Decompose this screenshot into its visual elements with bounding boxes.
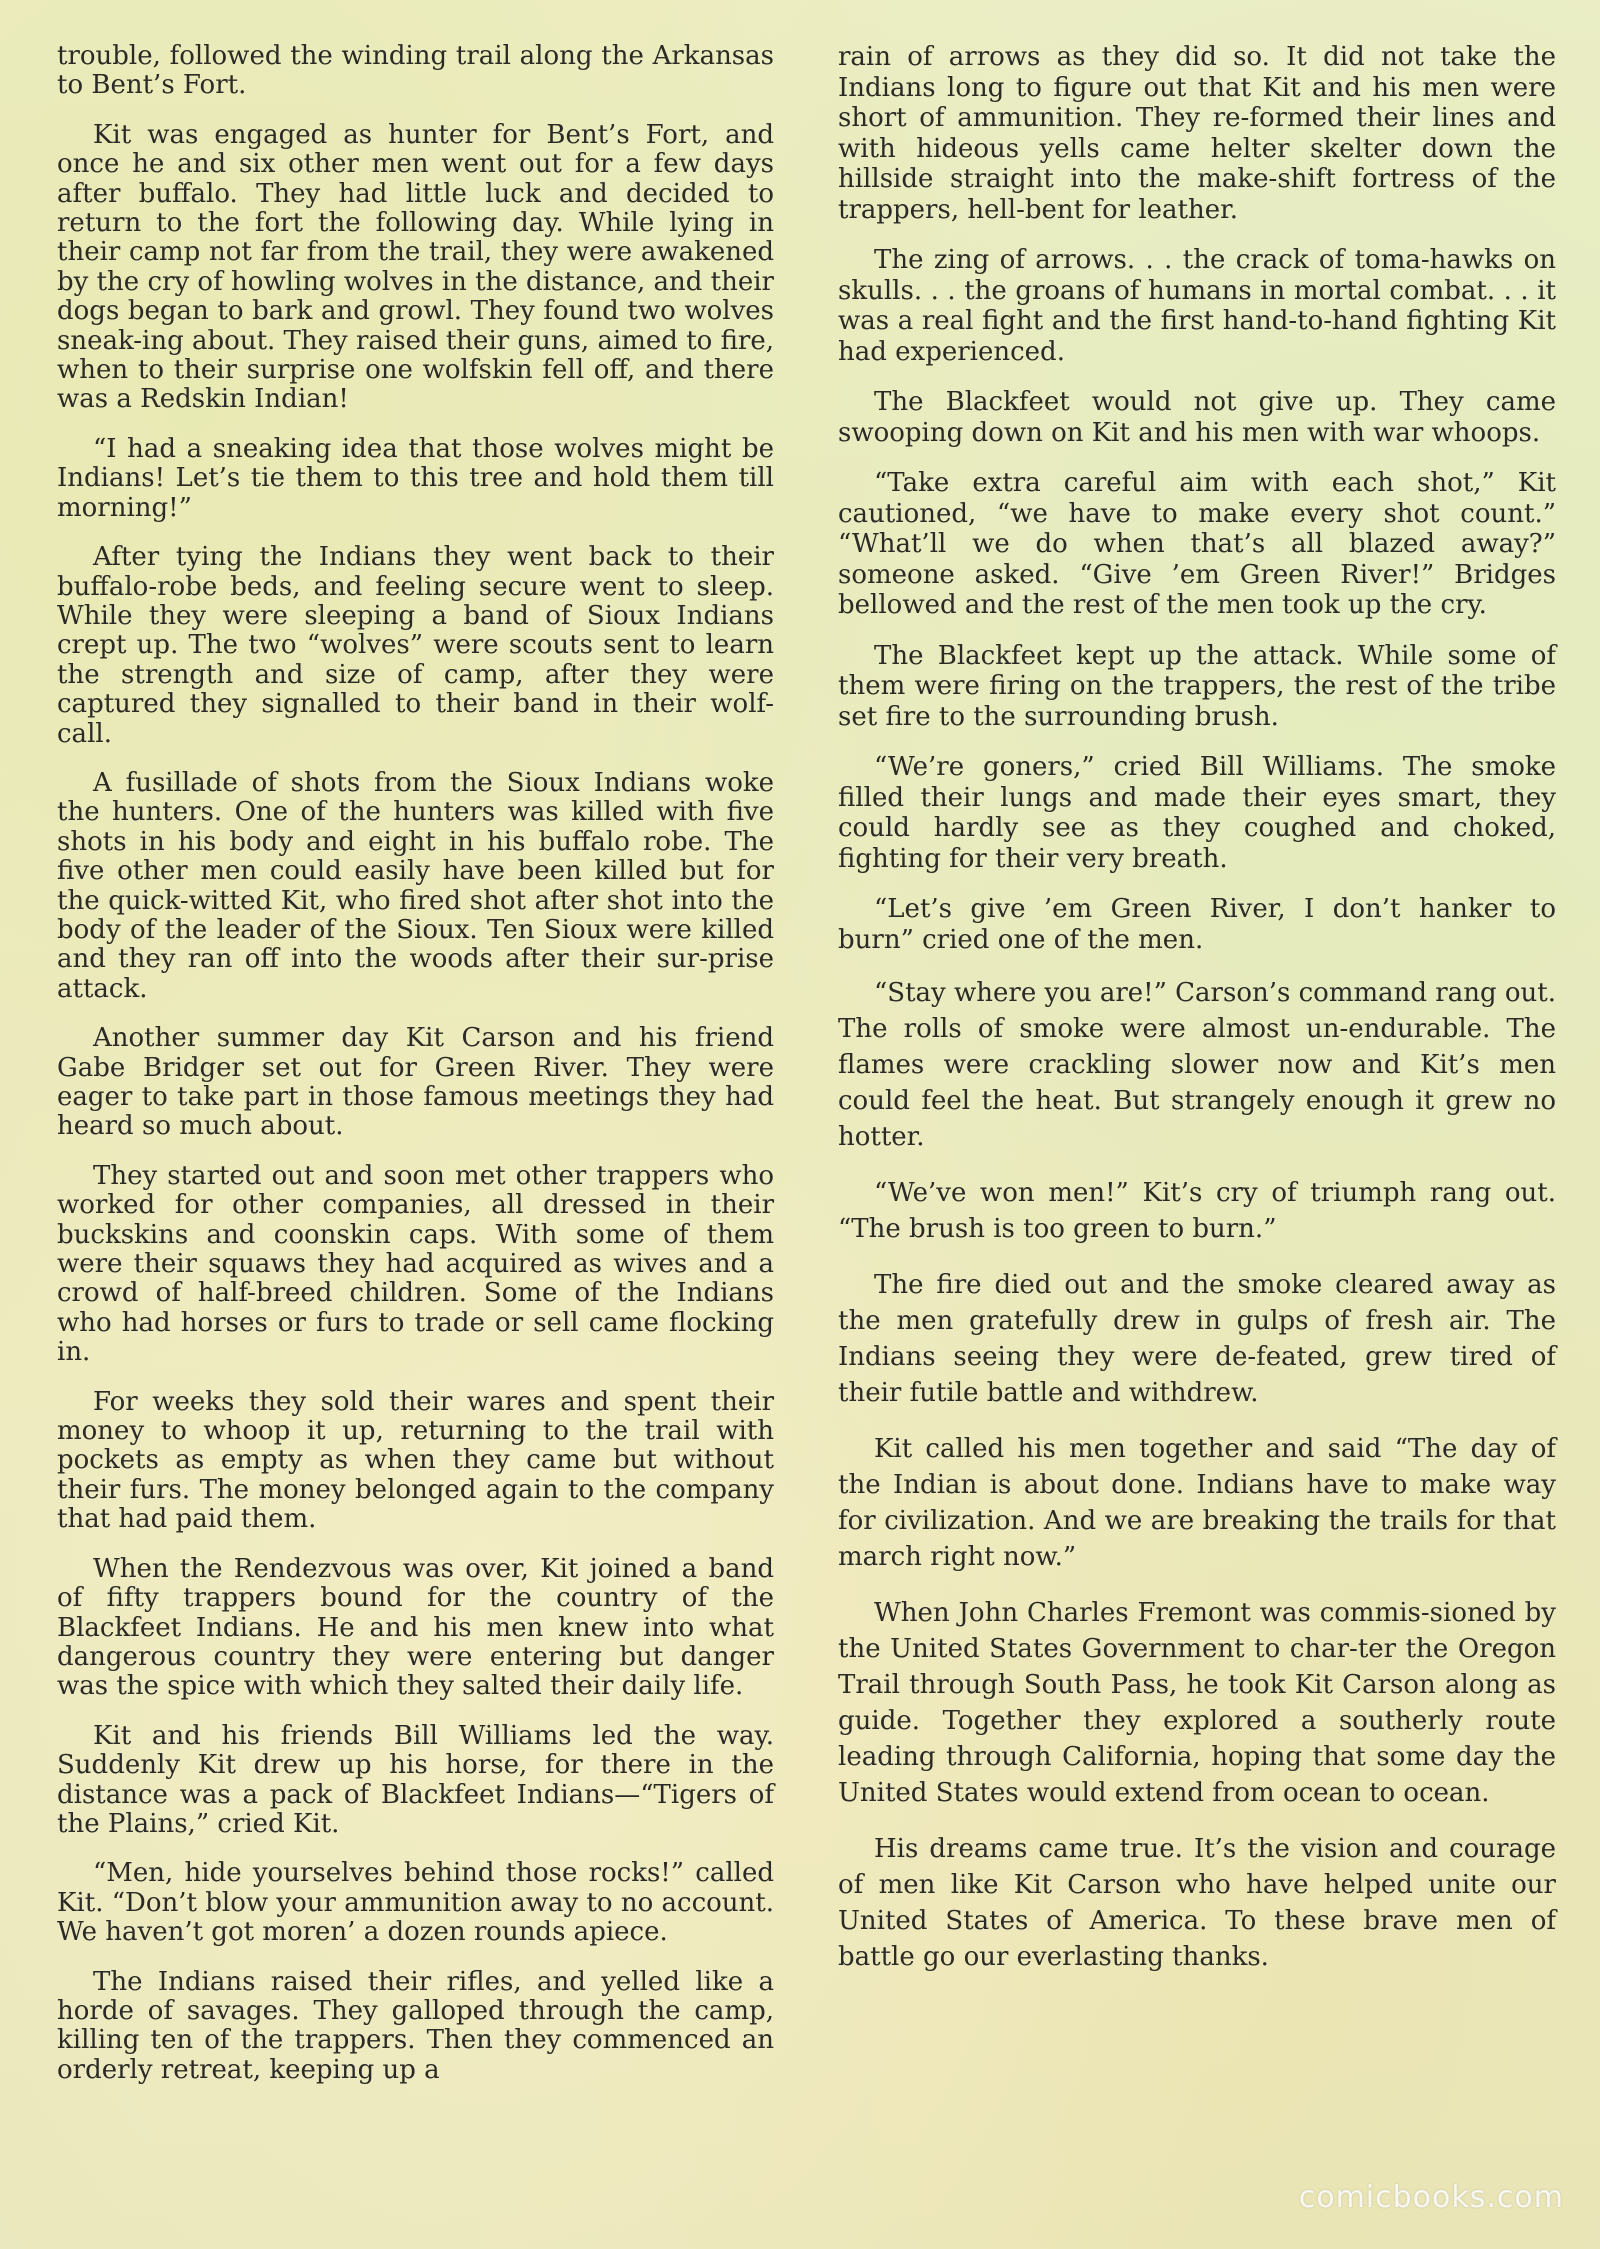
paragraph: The Blackfeet would not give up. They came swooping down on Kit and his men with war whoops.	[838, 387, 1556, 448]
paragraph: “We’ve won men!” Kit’s cry of triumph rang out. “The brush is too green to burn.”	[838, 1178, 1556, 1244]
paragraph: Another summer day Kit Carson and his friend Gabe Bridger set out for Green River. They were eager to take part in those famous meetings they had heard so much about.	[57, 1023, 774, 1142]
paragraph: Kit was engaged as hunter for Bent’s Fort, and once he and six other men went out for a few days after buffalo. They had little luck and decided to return to the fort the following day. While lying in their camp not far from the trail, they were awakened by the cry of howling wolves in the distance, and their dogs began to bark and growl. They found two wolves sneak-ing about. They raised their guns, aimed to fire, when to their surprise one wolfskin fell off, and there was a Redskin Indian!	[57, 119, 775, 415]
paragraph: The Blackfeet kept up the attack. While some of them were firing on the trappers, the rest of the tribe set fire to the surrounding brush.	[838, 640, 1556, 732]
paragraph: After tying the Indians they went back to their buffalo-robe beds, and feeling secure went to sleep. While they were sleeping a band of Sioux Indians crept up. The two “wolves” were scouts sent to learn the strength and size of camp, after they were captured they signalled to their band in their wolf-call.	[57, 542, 774, 749]
paragraph: rain of arrows as they did so. It did not take the Indians long to figure out that Kit and his men were short of ammunition. They re-formed their lines and with hideous yells came helter skelter down the hillside straight into the make-shift fortress of the trappers, hell-bent for leather.	[838, 42, 1556, 225]
paragraph: “I had a sneaking idea that those wolves might be Indians! Let’s tie them to this tree and hold them till morning!”	[57, 433, 774, 523]
paragraph: When John Charles Fremont was commis-sioned by the United States Government to char-ter the Oregon Trail through South Pass, he took Kit Carson along as guide. Together they explored a southerly route leading through California, hoping that some day the United States would extend from ocean to ocean.	[838, 1598, 1556, 1808]
paragraph: When the Rendezvous was over, Kit joined a band of fifty trappers bound for the country of the Blackfeet Indians. He and his men knew into what dangerous country they were entering but danger was the spice with which they salted their daily life.	[57, 1553, 774, 1702]
paragraph: The Indians raised their rifles, and yelled like a horde of savages. They galloped through the camp, killing ten of the trappers. Then they commenced an orderly retreat, keeping up a	[57, 1966, 774, 2085]
left-column	[57, 42, 774, 2105]
paragraph: The zing of arrows. . . the crack of toma-hawks on skulls. . . the groans of humans in mortal combat. . . it was a real fight and the first hand-to-hand fighting Kit had experienced.	[838, 245, 1556, 367]
paragraph: “Stay where you are!” Carson’s command rang out. The rolls of smoke were almost un-endurable. The flames were crackling slower now and Kit’s men could feel the heat. But strangely enough it grew no hotter.	[838, 978, 1556, 1152]
paragraph: A fusillade of shots from the Sioux Indians woke the hunters. One of the hunters was killed with five shots in his body and eight in his buffalo robe. The five other men could easily have been killed but for the quick-witted Kit, who fired shot after shot into the body of the leader of the Sioux. Ten Sioux were killed and they ran off into the woods after their sur-prise attack.	[57, 767, 774, 1004]
paragraph: For weeks they sold their wares and spent their money to whoop it up, returning to the trail with pockets as empty as when they came but without their furs. The money belonged again to the company that had paid them.	[57, 1386, 774, 1535]
paragraph: “Take extra careful aim with each shot,” Kit cautioned, “we have to make every shot count.” “What’ll we do when that’s all blazed away?” someone asked. “Give ’em Green River!” Bridges bellowed and the rest of the men took up the cry.	[838, 468, 1556, 620]
paragraph: Kit and his friends Bill Williams led the way. Suddenly Kit drew up his horse, for there in the distance was a pack of Blackfeet Indians—“Tigers of the Plains,” cried Kit.	[57, 1720, 774, 1839]
paragraph: “Let’s give ’em Green River, I don’t hanker to burn” cried one of the men.	[838, 894, 1556, 955]
paragraph: Kit called his men together and said “The day of the Indian is about done. Indians have to make way for civilization. And we are breaking the trails for that march right now.”	[838, 1434, 1556, 1572]
paragraph: His dreams came true. It’s the vision and courage of men like Kit Carson who have helped unite our United States of America. To these brave men of battle go our everlasting thanks.	[838, 1834, 1556, 1972]
right-column	[838, 42, 1556, 1995]
paragraph: The fire died out and the smoke cleared away as the men gratefully drew in gulps of fresh air. The Indians seeing they were de-feated, grew tired of their futile battle and withdrew.	[838, 1270, 1556, 1408]
watermark: comicbooks.com	[1298, 2180, 1564, 2215]
paragraph: trouble, followed the winding trail along the Arkansas to Bent’s Fort.	[57, 41, 774, 101]
paragraph: “We’re goners,” cried Bill Williams. The smoke filled their lungs and made their eyes smart, they could hardly see as they coughed and choked, fighting for their very breath.	[838, 752, 1556, 874]
paragraph: They started out and soon met other trappers who worked for other companies, all dressed in their buckskins and coonskin caps. With some of them were their squaws they had acquired as wives and a crowd of half-breed children. Some of the Indians who had horses or furs to trade or sell came flocking in.	[57, 1160, 774, 1368]
paragraph: “Men, hide yourselves behind those rocks!” called Kit. “Don’t blow your ammunition away to no account. We haven’t got moren’ a dozen rounds apiece.	[57, 1858, 774, 1948]
